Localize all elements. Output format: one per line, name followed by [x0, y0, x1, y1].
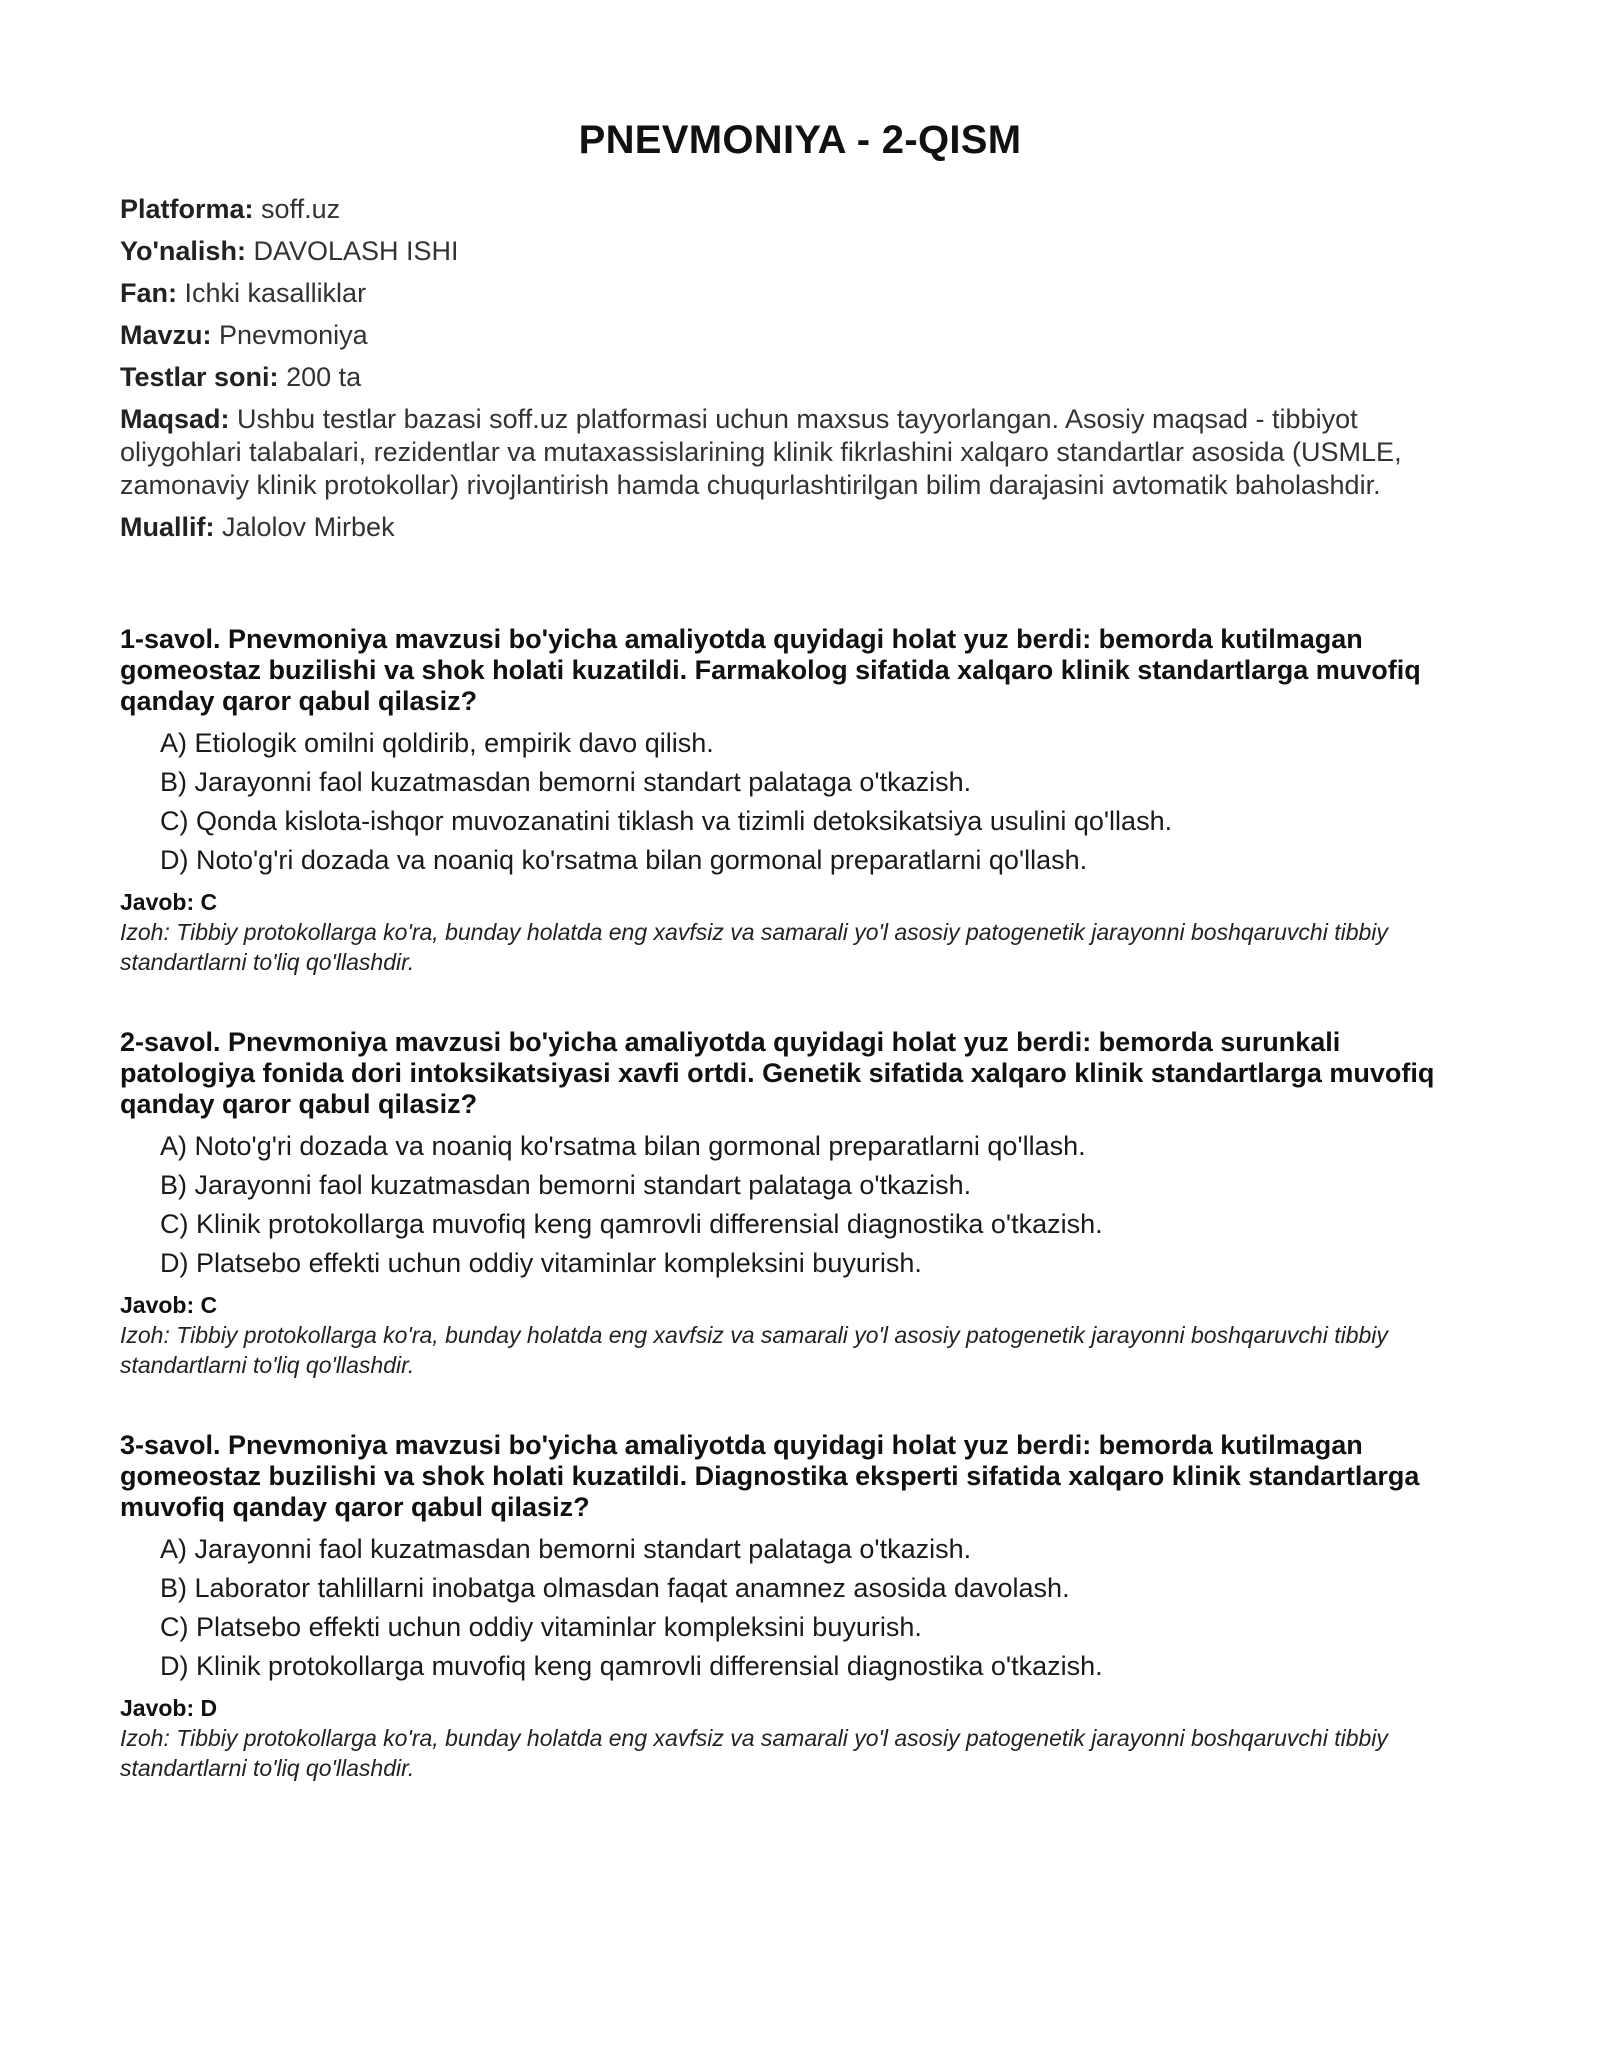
option-d: D) Klinik protokollarga muvofiq keng qamrovli differensial diagnostika o'tkazish. — [160, 1651, 1103, 1681]
question-2 — [120, 1027, 1480, 1380]
option-c: C) Platsebo effekti uchun oddiy vitaminlar kompleksini buyurish. — [160, 1612, 922, 1642]
meta-value: Jalolov Mirbek — [222, 512, 395, 542]
option-b: B) Laborator tahlillarni inobatga olmasdan faqat anamnez asosida davolash. — [160, 1573, 1070, 1603]
question-1 — [120, 624, 1480, 977]
question-3 — [120, 1430, 1480, 1783]
answer: Javob: D — [120, 1695, 218, 1721]
question-text: 3-savol. Pnevmoniya mavzusi bo'yicha amaliyotda quyidagi holat yuz berdi: bemorda kutilmagan gomeostaz buzilishi va shok holati kuzatildi. Diagnostika eksperti sifatida xalqaro klinik standartlarga muvofiq qanday qaror qabul qilasiz? — [120, 1430, 1420, 1522]
answer: Javob: C — [120, 889, 218, 915]
meta-key: Mavzu: — [120, 320, 212, 350]
answer: Javob: C — [120, 1292, 218, 1318]
document-page — [120, 118, 1480, 1833]
document-title: PNEVMONIYA - 2-QISM — [578, 118, 1022, 162]
meta-author — [120, 511, 1480, 544]
meta-purpose — [120, 403, 1480, 502]
meta-value: 200 ta — [286, 362, 362, 392]
metadata-list — [120, 193, 1480, 544]
meta-key: Testlar soni: — [120, 362, 279, 392]
option-a: A) Jarayonni faol kuzatmasdan bemorni standart palataga o'tkazish. — [160, 1534, 972, 1564]
option-d: D) Platsebo effekti uchun oddiy vitaminlar kompleksini buyurish. — [160, 1248, 922, 1278]
meta-value: Ichki kasalliklar — [184, 278, 367, 308]
option-a: A) Etiologik omilni qoldirib, empirik davo qilish. — [160, 728, 714, 758]
meta-test-count — [120, 361, 1480, 394]
meta-key: Yo'nalish: — [120, 236, 246, 266]
meta-key: Fan: — [120, 278, 177, 308]
meta-direction — [120, 235, 1480, 268]
question-text: 1-savol. Pnevmoniya mavzusi bo'yicha amaliyotda quyidagi holat yuz berdi: bemorda kutilmagan gomeostaz buzilishi va shok holati kuzatildi. Farmakolog sifatida xalqaro klinik standartlarga muvofiq qanday qaror qabul qilasiz? — [120, 624, 1421, 716]
option-c: C) Qonda kislota-ishqor muvozanatini tiklash va tizimli detoksikatsiya usulini qo'llash. — [160, 806, 1173, 836]
explanation: Izoh: Tibbiy protokollarga ko'ra, bunday holatda eng xavfsiz va samarali yo'l asosiy patogenetik jarayonni boshqaruvchi tibbiy standartlarni to'liq qo'llashdir. — [120, 1725, 1388, 1781]
meta-key: Muallif: — [120, 512, 215, 542]
meta-topic — [120, 319, 1480, 352]
meta-key: Platforma: — [120, 194, 254, 224]
explanation: Izoh: Tibbiy protokollarga ko'ra, bunday holatda eng xavfsiz va samarali yo'l asosiy patogenetik jarayonni boshqaruvchi tibbiy standartlarni to'liq qo'llashdir. — [120, 1322, 1388, 1378]
option-b: B) Jarayonni faol kuzatmasdan bemorni standart palataga o'tkazish. — [160, 1170, 972, 1200]
meta-value: Pnevmoniya — [219, 320, 368, 350]
meta-value: soff.uz — [261, 194, 341, 224]
option-c: C) Klinik protokollarga muvofiq keng qamrovli differensial diagnostika o'tkazish. — [160, 1209, 1103, 1239]
explanation: Izoh: Tibbiy protokollarga ko'ra, bunday holatda eng xavfsiz va samarali yo'l asosiy patogenetik jarayonni boshqaruvchi tibbiy standartlarni to'liq qo'llashdir. — [120, 919, 1388, 975]
question-list — [120, 624, 1480, 1783]
meta-value: Ushbu testlar bazasi soff.uz platformasi uchun maxsus tayyorlangan. Asosiy maqsad - tibbiyot oliygohlari talabalari, rezidentlar va mutaxassislarining klinik fikrlashini xalqaro standartlar asosida (USMLE, zamonaviy klinik protokollar) rivojlantirish hamda chuqurlashtirilgan bilim darajasini avtomatik baholashdir. — [120, 404, 1402, 500]
question-text: 2-savol. Pnevmoniya mavzusi bo'yicha amaliyotda quyidagi holat yuz berdi: bemorda surunkali patologiya fonida dori intoksikatsiyasi xavfi ortdi. Genetik sifatida xalqaro klinik standartlarga muvofiq qanday qaror qabul qilasiz? — [120, 1027, 1435, 1119]
meta-subject — [120, 277, 1480, 310]
meta-key: Maqsad: — [120, 404, 230, 434]
meta-value: DAVOLASH ISHI — [253, 236, 459, 266]
option-b: B) Jarayonni faol kuzatmasdan bemorni standart palataga o'tkazish. — [160, 767, 972, 797]
meta-platform — [120, 193, 1480, 226]
option-d: D) Noto'g'ri dozada va noaniq ko'rsatma bilan gormonal preparatlarni qo'llash. — [160, 845, 1088, 875]
option-a: A) Noto'g'ri dozada va noaniq ko'rsatma bilan gormonal preparatlarni qo'llash. — [160, 1131, 1086, 1161]
